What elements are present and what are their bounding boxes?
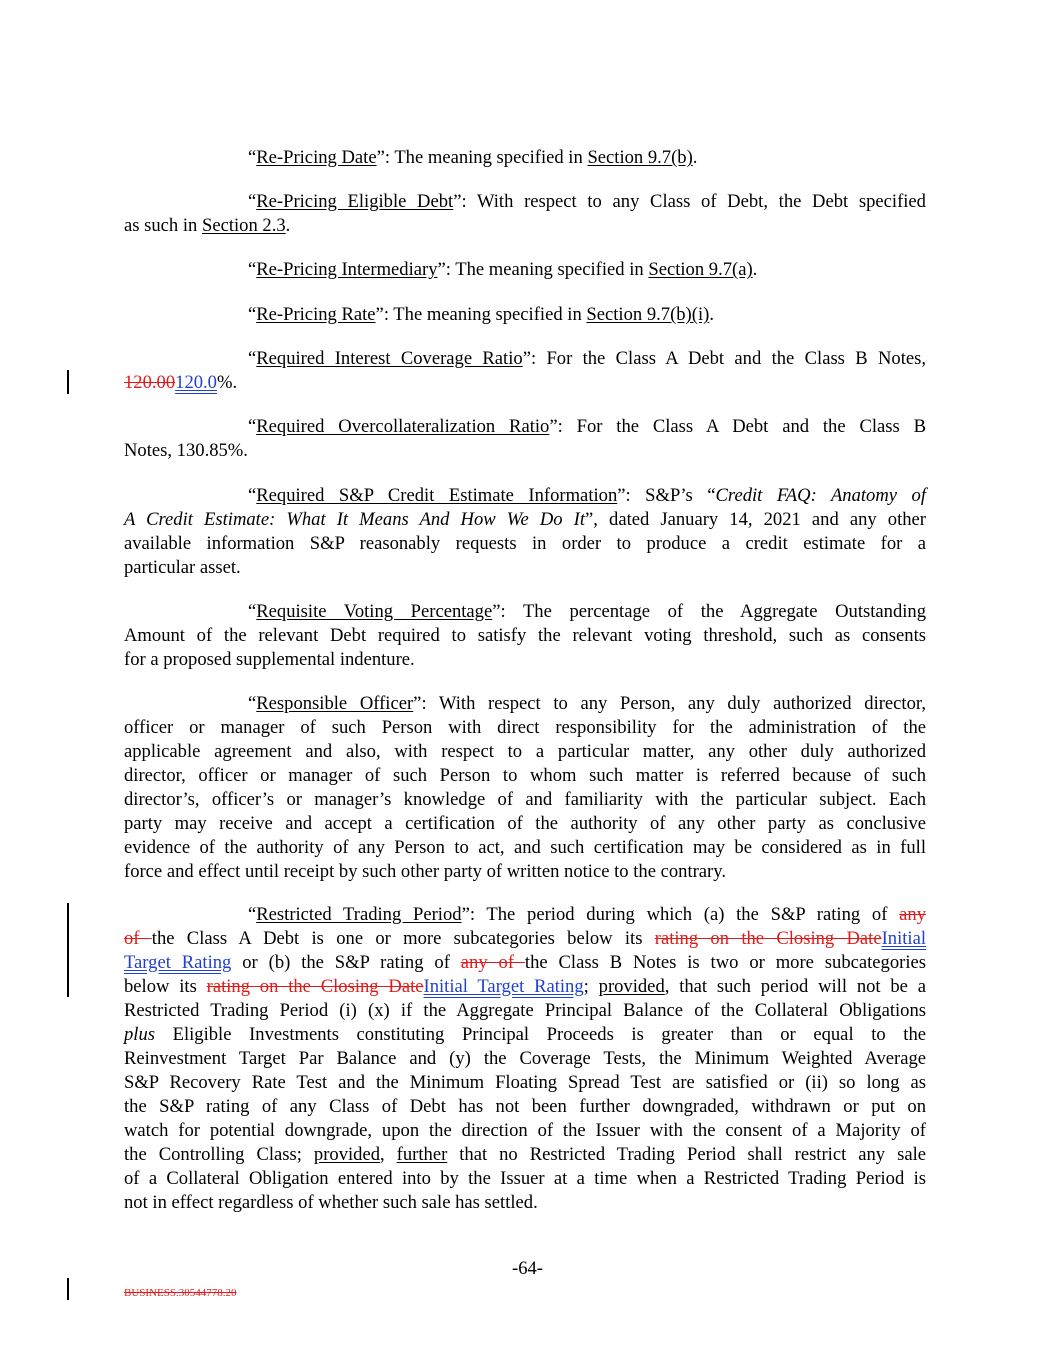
- definition-required-icr: “Required Interest Coverage Ratio”: For the Class A Debt and the Class B Notes, 120.00120.0%.: [124, 348, 926, 393]
- definition-responsible-officer: “Responsible Officer”: With respect to any Person, any duly authorized director, officer or manager of such Person with direct responsibility for the administration of the applicable agreement and also, with respect to a particular matter, any other duly authorized director, officer or manager of such Person to whom such matter is referred because of such director’s, officer’s or manager’s knowledge of and familiarity with the particular subject. Each party may receive and accept a certification of the authority of any other party as conclusive evidence of the authority of any Person to act, and such certification may be considered as in full force and effect until receipt by such other party of written notice to the contrary.: [124, 693, 926, 882]
- defined-term: Required Overcollateralization Ratio: [256, 416, 550, 437]
- footer-document-id: BUSINESS.30544778.20: [124, 1287, 237, 1299]
- deleted-text: rating on the Closing Date: [654, 928, 882, 949]
- section-reference: Section 9.7(b): [587, 147, 693, 168]
- definition-repricing-rate: “Re-Pricing Rate”: The meaning specified in Section 9.7(b)(i).: [248, 304, 714, 325]
- deleted-text: rating on the Closing Date: [206, 976, 424, 997]
- defined-term: Requisite Voting Percentage: [256, 601, 493, 622]
- inserted-text: Initial Target Rating: [423, 976, 584, 997]
- deleted-text: any: [899, 904, 926, 925]
- definition-required-ocr: “Required Overcollateralization Ratio”: For the Class A Debt and the Class B Notes, 130.85%.: [124, 416, 926, 461]
- inserted-text: 120.0: [175, 372, 217, 393]
- change-bar: [67, 1278, 69, 1300]
- section-reference: Section 9.7(a): [648, 259, 753, 280]
- inserted-text: Target Rating: [124, 952, 232, 973]
- defined-term: Restricted Trading Period: [256, 904, 462, 925]
- page-number: -64-: [512, 1258, 543, 1279]
- definition-restricted-trading-period: “Restricted Trading Period”: The period during which (a) the S&P rating of any of the Class A Debt is one or more subcategories below its rating on the Closing DateInitial Target Rating or (b) the S&P rating of any of the Class B Notes is two or more subcategories below its rating on the Closing DateInitial Target Rating; provided, that such period will not be a Restricted Trading Period (i) (x) if the Aggregate Principal Balance of the Collateral Obligations plus Eligible Investments constituting Principal Proceeds is greater than or equal to the Reinvestment Target Par Balance and (y) the Coverage Tests, the Minimum Weighted Average S&P Recovery Rate Test and the Minimum Floating Spread Test are satisfied or (ii) so long as the S&P rating of any Class of Debt has not been further downgraded, withdrawn or put on watch for potential downgrade, upon the direction of the Issuer with the consent of a Majority of the Controlling Class; provided, further that no Restricted Trading Period shall restrict any sale of a Collateral Obligation entered into by the Issuer at a time when a Restricted Trading Period is not in effect regardless of whether such sale has settled.: [124, 904, 927, 1213]
- definition-requisite-voting-percentage: “Requisite Voting Percentage”: The percentage of the Aggregate Outstanding Amount of the relevant Debt required to satisfy the relevant voting threshold, such as consents for a proposed supplemental indenture.: [124, 601, 926, 670]
- deleted-text: of: [124, 928, 152, 949]
- defined-term: Re-Pricing Date: [256, 147, 377, 168]
- defined-term: Re-Pricing Intermediary: [256, 259, 438, 280]
- deleted-text: 120.00: [124, 372, 176, 393]
- change-bar: [67, 903, 69, 997]
- defined-term: Responsible Officer: [256, 693, 414, 714]
- defined-term: Required Interest Coverage Ratio: [256, 348, 523, 369]
- deleted-text: any of: [460, 952, 525, 973]
- inserted-text: Initial: [881, 928, 927, 949]
- definition-repricing-intermediary: “Re-Pricing Intermediary”: The meaning specified in Section 9.7(a).: [248, 259, 758, 280]
- definition-repricing-eligible-debt: “Re-Pricing Eligible Debt”: With respect to any Class of Debt, the Debt specified as such in Section 2.3.: [124, 191, 926, 236]
- change-bar: [67, 370, 69, 394]
- defined-term: Required S&P Credit Estimate Information: [256, 485, 618, 506]
- defined-term: Re-Pricing Rate: [256, 304, 376, 325]
- definition-repricing-date: “Re-Pricing Date”: The meaning specified in Section 9.7(b).: [248, 147, 698, 168]
- defined-term: Re-Pricing Eligible Debt: [256, 191, 454, 212]
- definition-required-sp-credit-estimate: “Required S&P Credit Estimate Information”: S&P’s “Credit FAQ: Anatomy of A Credit Estimate: What It Means And How We Do It”, dated January 14, 2021 and any other available information S&P reasonably requests in order to produce a credit estimate for a particular asset.: [124, 485, 927, 578]
- section-reference: Section 2.3: [201, 215, 286, 236]
- section-reference: Section 9.7(b)(i): [586, 304, 710, 325]
